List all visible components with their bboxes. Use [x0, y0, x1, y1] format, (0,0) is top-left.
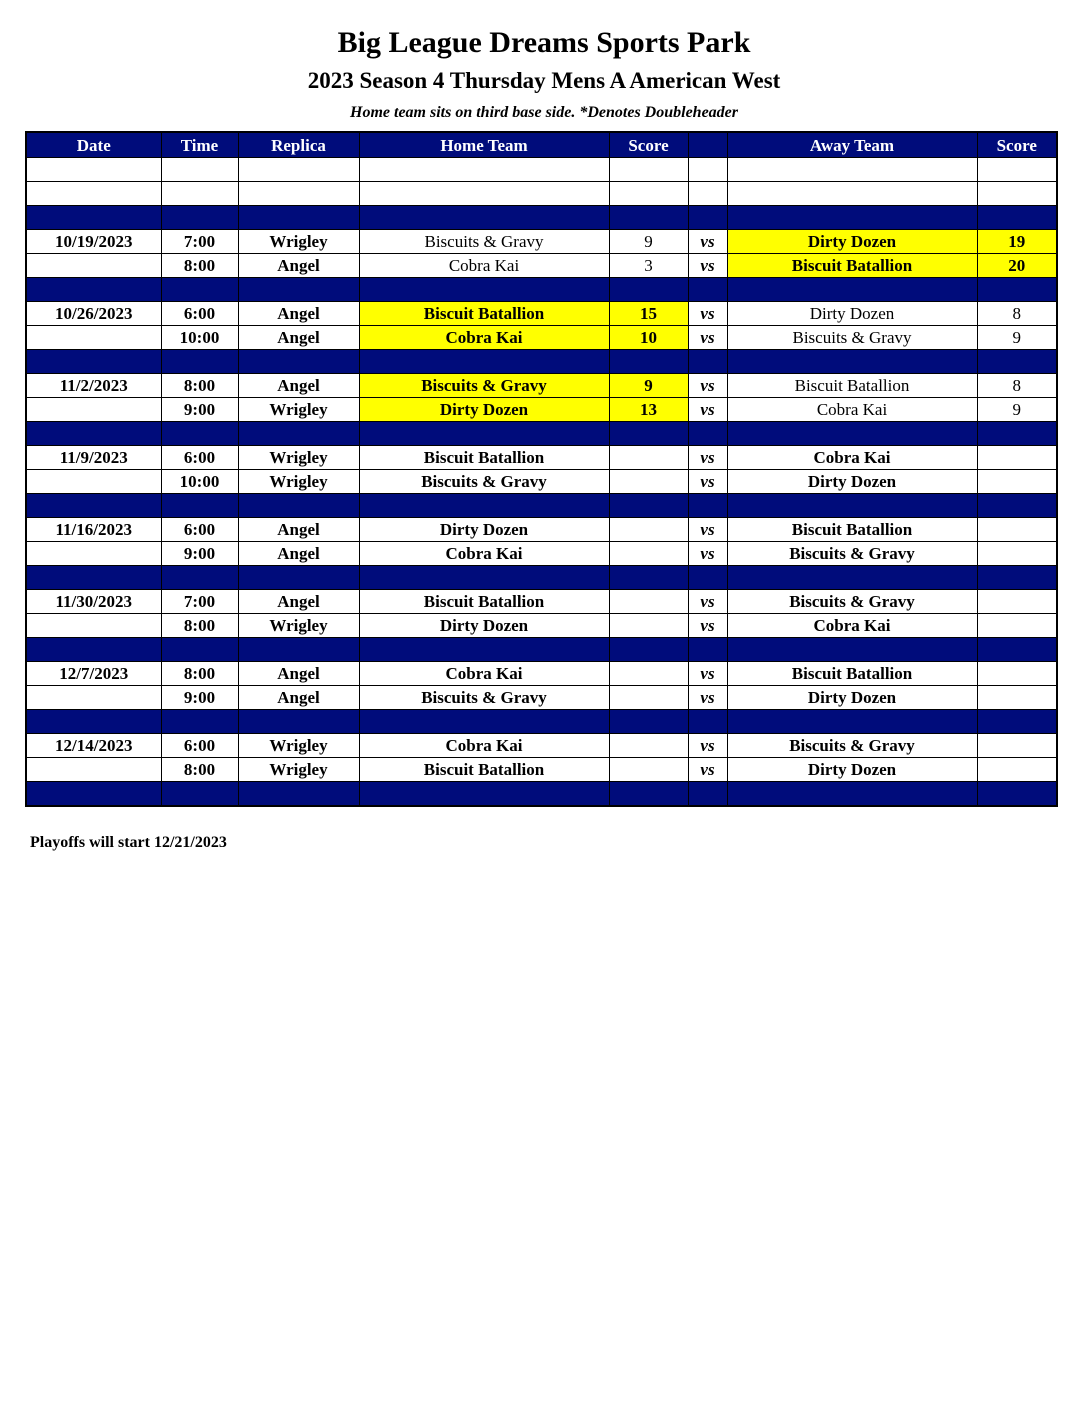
game-time: 9:00	[161, 686, 238, 710]
game-row	[26, 230, 1057, 254]
game-replica: Angel	[238, 326, 359, 350]
game-row	[26, 518, 1057, 542]
away-score	[977, 590, 1057, 614]
col-header-home-team: Home Team	[359, 132, 609, 158]
page-title: Big League Dreams Sports Park	[337, 26, 751, 59]
home-score: 15	[609, 302, 688, 326]
away-team: Cobra Kai	[727, 398, 977, 422]
away-score	[977, 470, 1057, 494]
away-team: Biscuit Batallion	[727, 254, 977, 278]
vs-label: vs	[688, 446, 727, 470]
home-team: Biscuit Batallion	[359, 446, 609, 470]
game-replica: Wrigley	[238, 758, 359, 782]
game-time: 6:00	[161, 302, 238, 326]
home-team: Cobra Kai	[359, 662, 609, 686]
home-team: Biscuit Batallion	[359, 758, 609, 782]
home-score	[609, 758, 688, 782]
game-date	[26, 326, 161, 350]
separator-row	[26, 350, 1057, 374]
home-score	[609, 518, 688, 542]
game-replica: Wrigley	[238, 398, 359, 422]
game-date: 12/14/2023	[26, 734, 161, 758]
away-score	[977, 662, 1057, 686]
away-team: Dirty Dozen	[727, 470, 977, 494]
game-row	[26, 662, 1057, 686]
col-header-away-score: Score	[977, 132, 1057, 158]
game-time: 8:00	[161, 614, 238, 638]
game-date: 11/30/2023	[26, 590, 161, 614]
away-team: Cobra Kai	[727, 614, 977, 638]
home-team: Cobra Kai	[359, 254, 609, 278]
home-team: Biscuit Batallion	[359, 302, 609, 326]
col-header-vs	[688, 132, 727, 158]
away-score	[977, 542, 1057, 566]
game-replica: Angel	[238, 302, 359, 326]
vs-label: vs	[688, 758, 727, 782]
game-date: 11/16/2023	[26, 518, 161, 542]
game-replica: Angel	[238, 590, 359, 614]
game-replica: Angel	[238, 542, 359, 566]
away-score: 9	[977, 398, 1057, 422]
away-score	[977, 686, 1057, 710]
game-row	[26, 470, 1057, 494]
game-time: 9:00	[161, 542, 238, 566]
away-team: Dirty Dozen	[727, 302, 977, 326]
separator-row	[26, 206, 1057, 230]
game-date: 10/19/2023	[26, 230, 161, 254]
away-score: 19	[977, 230, 1057, 254]
vs-label: vs	[688, 302, 727, 326]
game-time: 6:00	[161, 446, 238, 470]
home-score: 9	[609, 374, 688, 398]
vs-label: vs	[688, 686, 727, 710]
game-row	[26, 686, 1057, 710]
home-score: 9	[609, 230, 688, 254]
game-date	[26, 542, 161, 566]
away-score: 8	[977, 374, 1057, 398]
away-team: Biscuit Batallion	[727, 518, 977, 542]
header-row	[26, 132, 1057, 158]
away-score	[977, 734, 1057, 758]
game-row	[26, 326, 1057, 350]
home-score	[609, 662, 688, 686]
home-team: Cobra Kai	[359, 734, 609, 758]
game-time: 8:00	[161, 662, 238, 686]
home-score	[609, 686, 688, 710]
away-team: Dirty Dozen	[727, 686, 977, 710]
away-team: Biscuit Batallion	[727, 374, 977, 398]
away-team: Biscuit Batallion	[727, 662, 977, 686]
game-time: 10:00	[161, 326, 238, 350]
vs-label: vs	[688, 230, 727, 254]
game-time: 10:00	[161, 470, 238, 494]
game-replica: Wrigley	[238, 230, 359, 254]
separator-row	[26, 422, 1057, 446]
game-date: 10/26/2023	[26, 302, 161, 326]
game-date	[26, 470, 161, 494]
playoffs-note: Playoffs will start 12/21/2023	[30, 834, 227, 851]
separator-row	[26, 782, 1057, 807]
vs-label: vs	[688, 518, 727, 542]
away-score: 8	[977, 302, 1057, 326]
separator-row	[26, 710, 1057, 734]
game-time: 6:00	[161, 734, 238, 758]
vs-label: vs	[688, 590, 727, 614]
vs-label: vs	[688, 662, 727, 686]
game-time: 8:00	[161, 254, 238, 278]
home-team: Biscuits & Gravy	[359, 230, 609, 254]
away-score: 9	[977, 326, 1057, 350]
away-team: Biscuits & Gravy	[727, 326, 977, 350]
home-team: Biscuits & Gravy	[359, 686, 609, 710]
away-score	[977, 614, 1057, 638]
game-date	[26, 254, 161, 278]
home-score	[609, 446, 688, 470]
away-score	[977, 518, 1057, 542]
game-time: 9:00	[161, 398, 238, 422]
away-team: Biscuits & Gravy	[727, 542, 977, 566]
away-score	[977, 758, 1057, 782]
game-row	[26, 398, 1057, 422]
schedule-note: Home team sits on third base side. *Denotes Doubleheader	[350, 104, 738, 121]
separator-row	[26, 638, 1057, 662]
game-time: 7:00	[161, 230, 238, 254]
game-row	[26, 614, 1057, 638]
col-header-home-score: Score	[609, 132, 688, 158]
separator-row	[26, 494, 1057, 518]
game-replica: Wrigley	[238, 470, 359, 494]
home-team: Dirty Dozen	[359, 398, 609, 422]
game-replica: Angel	[238, 686, 359, 710]
col-header-replica: Replica	[238, 132, 359, 158]
game-date	[26, 398, 161, 422]
home-team: Biscuits & Gravy	[359, 470, 609, 494]
game-date: 12/7/2023	[26, 662, 161, 686]
game-replica: Angel	[238, 374, 359, 398]
home-score	[609, 470, 688, 494]
col-header-away-team: Away Team	[727, 132, 977, 158]
schedule-table	[25, 131, 1058, 807]
home-score	[609, 734, 688, 758]
away-team: Cobra Kai	[727, 446, 977, 470]
game-date	[26, 686, 161, 710]
game-time: 7:00	[161, 590, 238, 614]
vs-label: vs	[688, 614, 727, 638]
game-time: 6:00	[161, 518, 238, 542]
game-replica: Wrigley	[238, 734, 359, 758]
home-score: 10	[609, 326, 688, 350]
home-score: 3	[609, 254, 688, 278]
blank-row	[26, 182, 1057, 206]
home-team: Dirty Dozen	[359, 614, 609, 638]
home-team: Cobra Kai	[359, 542, 609, 566]
away-score: 20	[977, 254, 1057, 278]
away-team: Dirty Dozen	[727, 230, 977, 254]
game-row	[26, 542, 1057, 566]
game-row	[26, 302, 1057, 326]
home-score: 13	[609, 398, 688, 422]
vs-label: vs	[688, 326, 727, 350]
home-team: Biscuit Batallion	[359, 590, 609, 614]
game-date: 11/2/2023	[26, 374, 161, 398]
vs-label: vs	[688, 374, 727, 398]
blank-row	[26, 158, 1057, 182]
away-team: Biscuits & Gravy	[727, 734, 977, 758]
col-header-date: Date	[26, 132, 161, 158]
home-team: Dirty Dozen	[359, 518, 609, 542]
game-row	[26, 734, 1057, 758]
game-replica: Angel	[238, 518, 359, 542]
vs-label: vs	[688, 254, 727, 278]
game-replica: Wrigley	[238, 614, 359, 638]
home-score	[609, 590, 688, 614]
game-row	[26, 590, 1057, 614]
col-header-time: Time	[161, 132, 238, 158]
home-team: Biscuits & Gravy	[359, 374, 609, 398]
away-team: Biscuits & Gravy	[727, 590, 977, 614]
vs-label: vs	[688, 542, 727, 566]
separator-row	[26, 278, 1057, 302]
game-replica: Angel	[238, 254, 359, 278]
separator-row	[26, 566, 1057, 590]
game-date	[26, 614, 161, 638]
game-row	[26, 374, 1057, 398]
game-time: 8:00	[161, 374, 238, 398]
vs-label: vs	[688, 470, 727, 494]
home-score	[609, 542, 688, 566]
home-team: Cobra Kai	[359, 326, 609, 350]
game-date	[26, 758, 161, 782]
home-score	[609, 614, 688, 638]
vs-label: vs	[688, 734, 727, 758]
game-date: 11/9/2023	[26, 446, 161, 470]
game-row	[26, 758, 1057, 782]
game-row	[26, 254, 1057, 278]
away-score	[977, 446, 1057, 470]
game-replica: Angel	[238, 662, 359, 686]
vs-label: vs	[688, 398, 727, 422]
page-subtitle: 2023 Season 4 Thursday Mens A American West	[307, 68, 781, 93]
game-time: 8:00	[161, 758, 238, 782]
game-row	[26, 446, 1057, 470]
away-team: Dirty Dozen	[727, 758, 977, 782]
game-replica: Wrigley	[238, 446, 359, 470]
